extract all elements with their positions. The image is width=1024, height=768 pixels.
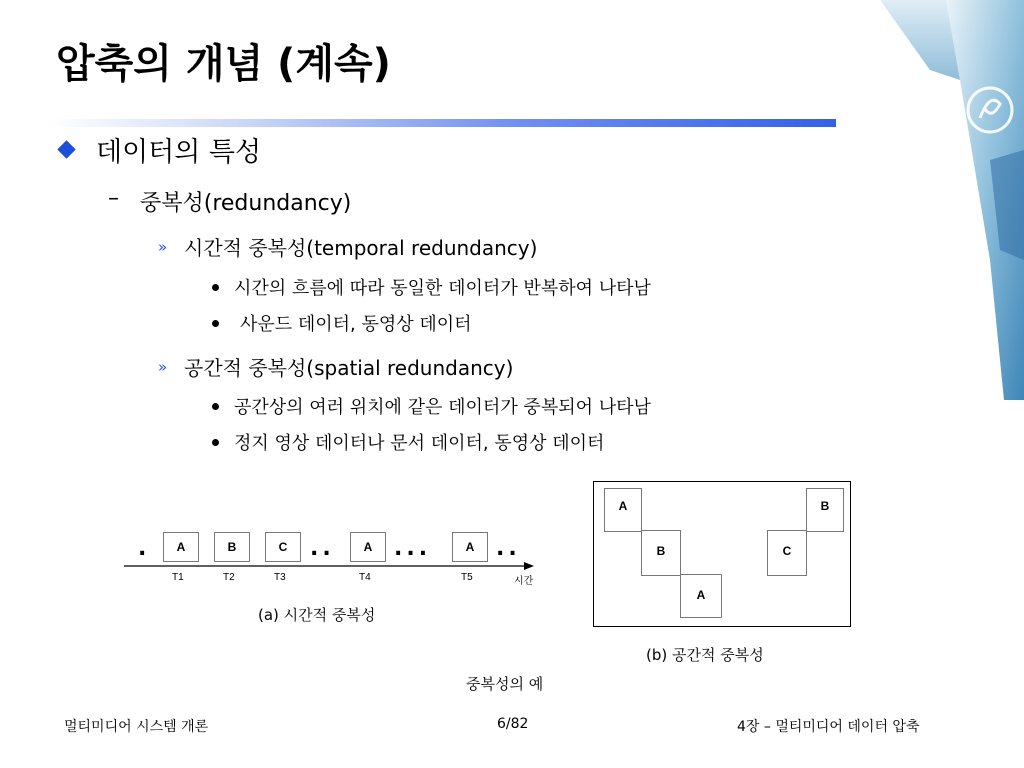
tick-label: T5 [461,572,473,583]
caption-spatial: (b) 공간적 중복성 [646,646,764,664]
tick-label: T2 [223,572,235,583]
time-box: A [350,532,386,562]
section-heading: 데이터의 특성 [96,137,262,168]
dash-marker: – [108,186,119,211]
bullet-dot-icon [212,403,219,410]
bullet-dot-icon [212,439,219,446]
caption-temporal: (a) 시간적 중복성 [258,606,376,624]
temporal-bullet-1: 시간의 흐름에 따라 동일한 데이터가 반복하여 나타남 [234,278,651,299]
spatial-bullet-1: 공간상의 여러 위치에 같은 데이터가 중복되어 나타남 [234,397,651,418]
ellipsis-dots: ... [394,536,432,561]
footer-chapter: 4장 – 멀티미디어 데이터 압축 [737,719,920,735]
time-box: A [452,532,488,562]
time-box: C [265,532,301,562]
image-cell: A [680,574,722,618]
ellipsis-dots: . [138,536,151,561]
slide-title: 압축의 개념 (계속) [56,41,391,87]
footer-page-number: 6/82 [497,716,529,732]
ellipsis-dots: .. [496,536,521,561]
ellipsis-dots: .. [310,536,335,561]
image-cell: B [641,530,681,576]
tick-label: T3 [274,572,286,583]
subheading-redundancy: 중복성(redundancy) [140,191,352,216]
tick-label: T4 [359,572,371,583]
bullet-dot-icon [212,320,219,327]
bullet-dot-icon [212,284,219,291]
chevron-marker-icon: » [158,238,168,256]
title-underline [48,119,836,127]
time-box: A [163,532,199,562]
footer-course: 멀티미디어 시스템 개론 [64,719,209,735]
image-cell: A [604,488,642,532]
spatial-heading: 공간적 중복성(spatial redundancy) [184,356,514,380]
temporal-heading: 시간적 중복성(temporal redundancy) [184,236,538,260]
time-axis-label: 시간 [514,576,534,587]
tick-label: T1 [172,572,184,583]
chevron-marker-icon: » [158,358,168,376]
image-cell: B [806,488,844,532]
image-cell: C [767,530,807,576]
temporal-bullet-2: 사운드 데이터, 동영상 데이터 [240,314,472,335]
spatial-bullet-2: 정지 영상 데이터나 문서 데이터, 동영상 데이터 [234,433,605,454]
time-box: B [214,532,250,562]
figure-caption: 중복성의 예 [466,675,544,693]
